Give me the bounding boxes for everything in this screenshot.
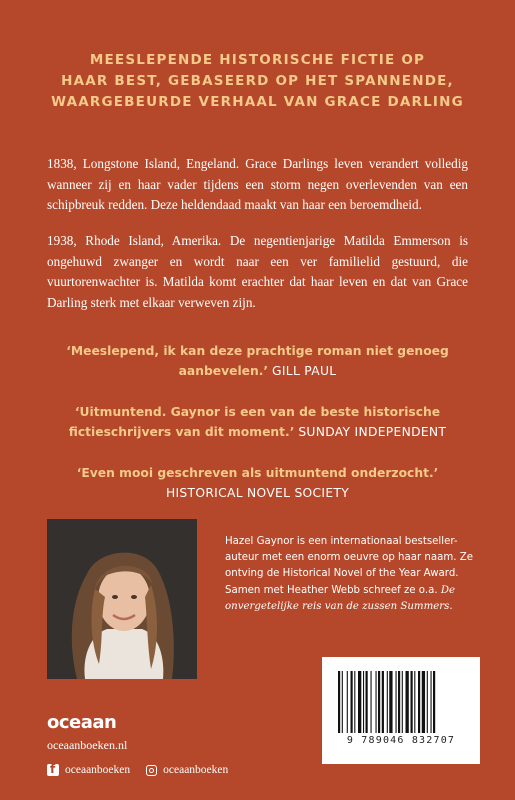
- barcode-bar: [376, 671, 377, 733]
- barcode-bar: [433, 671, 435, 733]
- headline-line: WAARGEBEURDE VERHAAL VAN GRACE DARLING: [51, 94, 464, 110]
- quote-text: aanbevelen.’: [178, 364, 269, 378]
- social-links: [47, 764, 228, 776]
- book-title: De: [440, 584, 456, 596]
- isbn-number: 9 789046 832707: [346, 735, 456, 746]
- book-title: onvergetelijke reis van de zussen Summers: [225, 600, 450, 612]
- bio-line: Hazel Gaynor is een internationaal bestseller-: [225, 536, 458, 547]
- synopsis-paragraph-1: 1838, Longstone Island, Engeland. Grace Darlings leven verandert volledig wanneer zij en haar vader tijdens een storm negen overlevenden van een schipbreuk redden. Deze heldendaad maakt van haar een beroemdheid.: [47, 156, 468, 212]
- bio-line: ontving de Historical Novel of the Year Award.: [225, 568, 459, 580]
- barcode-bar: [406, 671, 409, 733]
- barcode-bar: [411, 671, 413, 733]
- barcode-bar: [351, 671, 353, 733]
- barcode-bar: [354, 671, 355, 733]
- publisher-logo: oceaan: [47, 712, 117, 733]
- barcode-bar: [387, 671, 388, 733]
- barcode-bar: [402, 671, 403, 733]
- review-quote: [30, 341, 485, 381]
- barcode-bar: [371, 671, 372, 733]
- instagram-handle[interactable]: oceaanboeken: [163, 764, 229, 776]
- review-quote: [30, 402, 485, 442]
- barcode-bar: [389, 671, 392, 733]
- barcode-bar: [358, 671, 361, 733]
- barcode-bar: [347, 671, 348, 733]
- barcode-bar: [431, 671, 432, 733]
- barcode-bar: [342, 671, 343, 733]
- barcode-bar: [398, 671, 400, 733]
- headline: [30, 50, 485, 113]
- publisher-website[interactable]: oceaanboeken.nl: [47, 738, 128, 752]
- headline-line: HAAR BEST, GEBASEERD OP HET SPANNENDE,: [61, 73, 454, 89]
- author-photo: [47, 519, 197, 679]
- quote-text: ‘Even mooi geschreven als uitmuntend onderzocht.’: [76, 466, 439, 480]
- quote-text: ‘Uitmuntend. Gaynor is een van de beste historische: [74, 405, 441, 419]
- facebook-icon: [47, 764, 59, 776]
- headline-line: MEESLEPENDE HISTORISCHE FICTIE OP: [89, 52, 426, 68]
- quote-source: SUNDAY INDEPENDENT: [298, 425, 447, 439]
- quote-source: GILL PAUL: [272, 364, 337, 378]
- author-portrait-image: [47, 519, 197, 679]
- author-bio: [225, 534, 485, 615]
- instagram-icon: [146, 765, 157, 776]
- bio-line-end: .: [449, 600, 453, 612]
- bio-line: Samen met Heather Webb schreef ze o.a.: [225, 584, 438, 596]
- facebook-handle[interactable]: oceaanboeken: [65, 764, 131, 776]
- barcode-bar: [414, 671, 415, 733]
- quote-text: fictieschrijvers van dit moment.’: [68, 425, 295, 439]
- quote-text: ‘Meeslepend, ik kan deze prachtige roman niet genoeg: [66, 344, 449, 358]
- isbn-barcode: [322, 657, 480, 764]
- barcode-bar: [418, 671, 420, 733]
- barcode-bar: [427, 671, 428, 733]
- barcode-bar: [382, 671, 384, 733]
- synopsis-paragraph-2: 1938, Rhode Island, Amerika. De negentienjarige Matilda Emmerson is ongehuwd zwanger en wordt naar een ver familielid gestuurd, die vuurtorenwachter is. Matilda komt erachter dat haar leven en dat van Grace Darling sterk met elkaar verweven zijn.: [47, 233, 468, 310]
- barcode-bar: [366, 671, 368, 733]
- bio-line: auteur met een enorm oeuvre op haar naam. Ze: [225, 552, 473, 564]
- barcode-bar: [378, 671, 380, 733]
- review-quote: [30, 463, 485, 503]
- barcode-bar: [422, 671, 425, 733]
- barcode-bar: [363, 671, 364, 733]
- barcode-bar: [338, 671, 340, 733]
- barcode-bar: [396, 671, 397, 733]
- quote-source: HISTORICAL NOVEL SOCIETY: [165, 486, 350, 500]
- barcode-bars: [338, 671, 464, 735]
